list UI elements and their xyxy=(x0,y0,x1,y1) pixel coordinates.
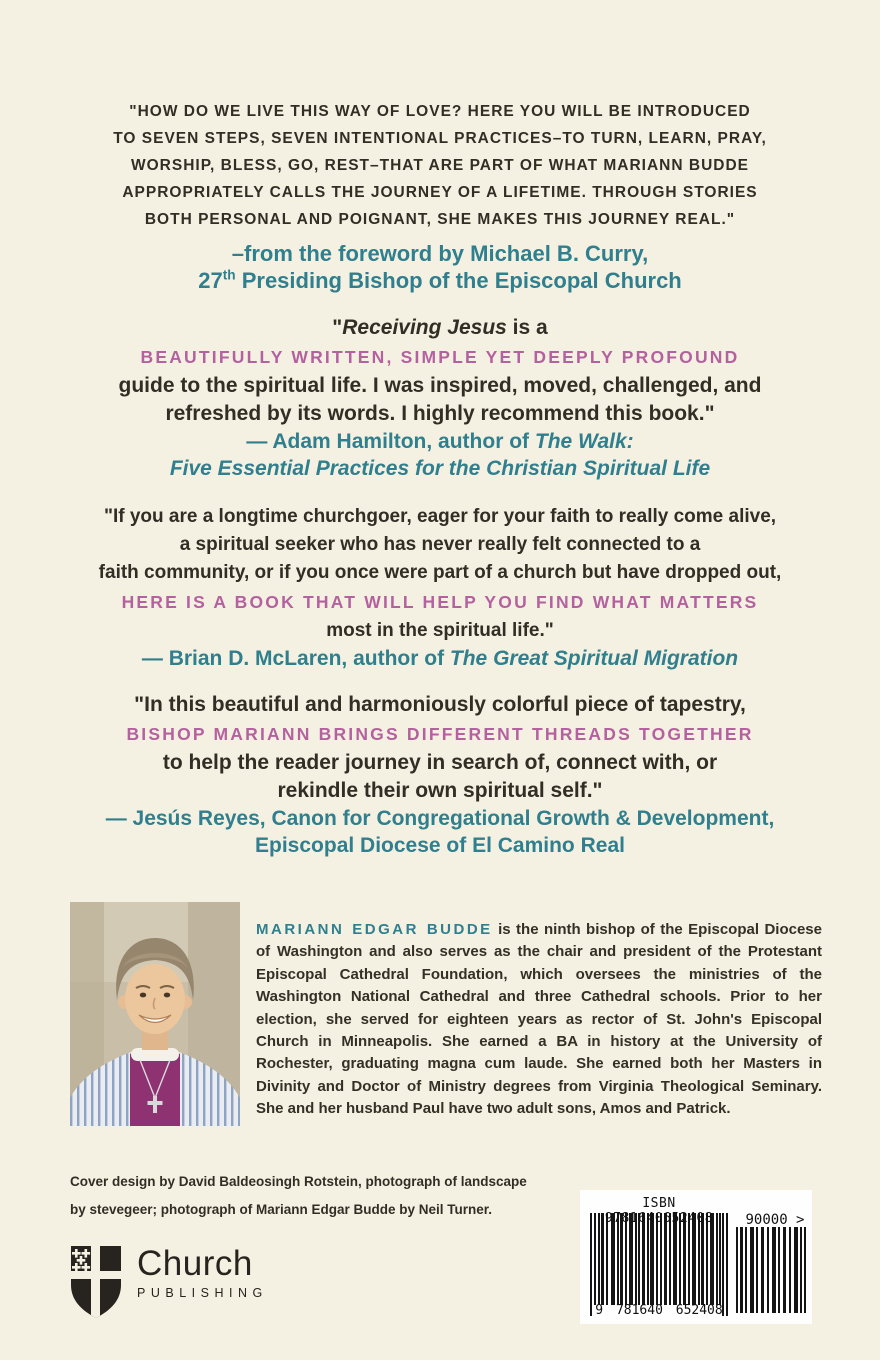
attribution-line: — Jesús Reyes, Canon for Congregational Growth & Development, xyxy=(105,807,775,830)
quote-line: BOTH PERSONAL AND POIGNANT, SHE MAKES THIS JOURNEY REAL." xyxy=(144,211,736,228)
attribution-text: — Brian D. McLaren, author of xyxy=(141,647,450,670)
quote-line: refreshed by its words. I highly recommend this book." xyxy=(165,402,715,425)
quote-block-mclaren xyxy=(0,503,880,672)
highlight-line: BEAUTIFULLY WRITTEN, SIMPLE YET DEEPLY PROFOUND xyxy=(140,347,740,367)
attribution-number: 27 xyxy=(198,268,223,293)
quote-line: "HOW DO WE LIVE THIS WAY OF LOVE? HERE YOU WILL BE INTRODUCED xyxy=(129,103,751,120)
highlight-line: HERE IS A BOOK THAT WILL HELP YOU FIND WHAT MATTERS xyxy=(121,592,759,612)
quote-text: is a xyxy=(506,316,548,339)
barcode-price-code: 90000 > xyxy=(745,1212,805,1228)
attribution-line: –from the foreword by Michael B. Curry, xyxy=(231,241,649,266)
publisher-subtitle: PUBLISHING xyxy=(137,1286,268,1300)
quote-line: guide to the spiritual life. I was inspired, moved, challenged, and xyxy=(118,374,762,397)
attribution-text: — Adam Hamilton, author of xyxy=(246,430,535,453)
attribution-line xyxy=(0,267,880,294)
quote-block-reyes xyxy=(0,691,880,859)
attribution-line xyxy=(0,645,880,672)
ordinal-suffix: th xyxy=(222,267,236,283)
author-bio-text xyxy=(256,917,822,1121)
quote-line: WORSHIP, BLESS, GO, REST–THAT ARE PART OF WHAT MARIANN BUDDE xyxy=(130,157,749,174)
quote-line: APPROPRIATELY CALLS THE JOURNEY OF A LIFETIME. THROUGH STORIES xyxy=(122,184,758,201)
open-quote: " xyxy=(332,316,343,339)
highlight-line: BISHOP MARIANN BRINGS DIFFERENT THREADS TOGETHER xyxy=(126,724,754,744)
author-bio-body: is the ninth bishop of the Episcopal Diocese of Washington and also serves as the chair and president of the Protestant Episcopal Cathedral Foundation, which oversees the ministries of the Washington National Cathedral and three Cathedral schools. Prior to her election, she served for eighteen years as rector of St. John's Episcopal Church in Minneapolis. She earned a BA in history at the University of Rochester, graduating magna cum laude. She earned both her Masters in Divinity and Doctor of Ministry degrees from Virginia Theological Seminary. She and her husband Paul have two adult sons, Amos and Patrick. xyxy=(256,921,822,1118)
quote-line: "If you are a longtime churchgoer, eager for your faith to really come alive, xyxy=(103,506,777,527)
isbn-barcode xyxy=(580,1190,812,1324)
attribution-line: Five Essential Practices for the Christian Spiritual Life xyxy=(169,457,711,480)
book-title: The Walk: xyxy=(534,430,634,453)
quote-block-hamilton xyxy=(0,314,880,482)
attribution-line: Episcopal Diocese of El Camino Real xyxy=(255,834,625,857)
quote-block-curry xyxy=(0,98,880,294)
attribution-text: Presiding Bishop of the Episcopal Church xyxy=(235,268,682,293)
quote-line: TO SEVEN STEPS, SEVEN INTENTIONAL PRACTICES–TO TURN, LEARN, PRAY, xyxy=(113,130,767,147)
quote-line xyxy=(0,314,880,342)
episcopal-shield-icon xyxy=(70,1245,122,1319)
quote-line: "In this beautiful and harmoniously colorful piece of tapestry, xyxy=(134,693,746,716)
barcode-digits: 9 781640 652408 xyxy=(595,1303,723,1318)
credits-line: Cover design by David Baldeosingh Rotstein, photograph of landscape xyxy=(70,1174,527,1189)
book-title: Receiving Jesus xyxy=(342,316,507,339)
quote-line: faith community, or if you once were part of a church but have dropped out, xyxy=(98,562,782,583)
quote-line: to help the reader journey in search of, connect with, or xyxy=(162,751,718,774)
author-photo xyxy=(70,902,240,1126)
attribution-line xyxy=(0,428,880,455)
author-bio-section xyxy=(70,902,822,1136)
publisher-logo xyxy=(70,1245,268,1319)
quote-line: rekindle their own spiritual self." xyxy=(277,779,603,802)
publisher-name-block xyxy=(137,1245,268,1300)
credits xyxy=(70,1170,527,1226)
quote-line: most in the spiritual life." xyxy=(326,620,554,641)
author-name: MARIANN EDGAR BUDDE xyxy=(256,921,493,938)
quote-line: a spiritual seeker who has never really felt connected to a xyxy=(179,534,701,555)
isbn-label: ISBN 9781640652408 xyxy=(604,1196,714,1226)
credits-line: by stevegeer; photograph of Mariann Edgar Budde by Neil Turner. xyxy=(70,1202,493,1217)
book-title: The Great Spiritual Migration xyxy=(449,647,739,670)
publisher-name: Church xyxy=(137,1244,253,1283)
